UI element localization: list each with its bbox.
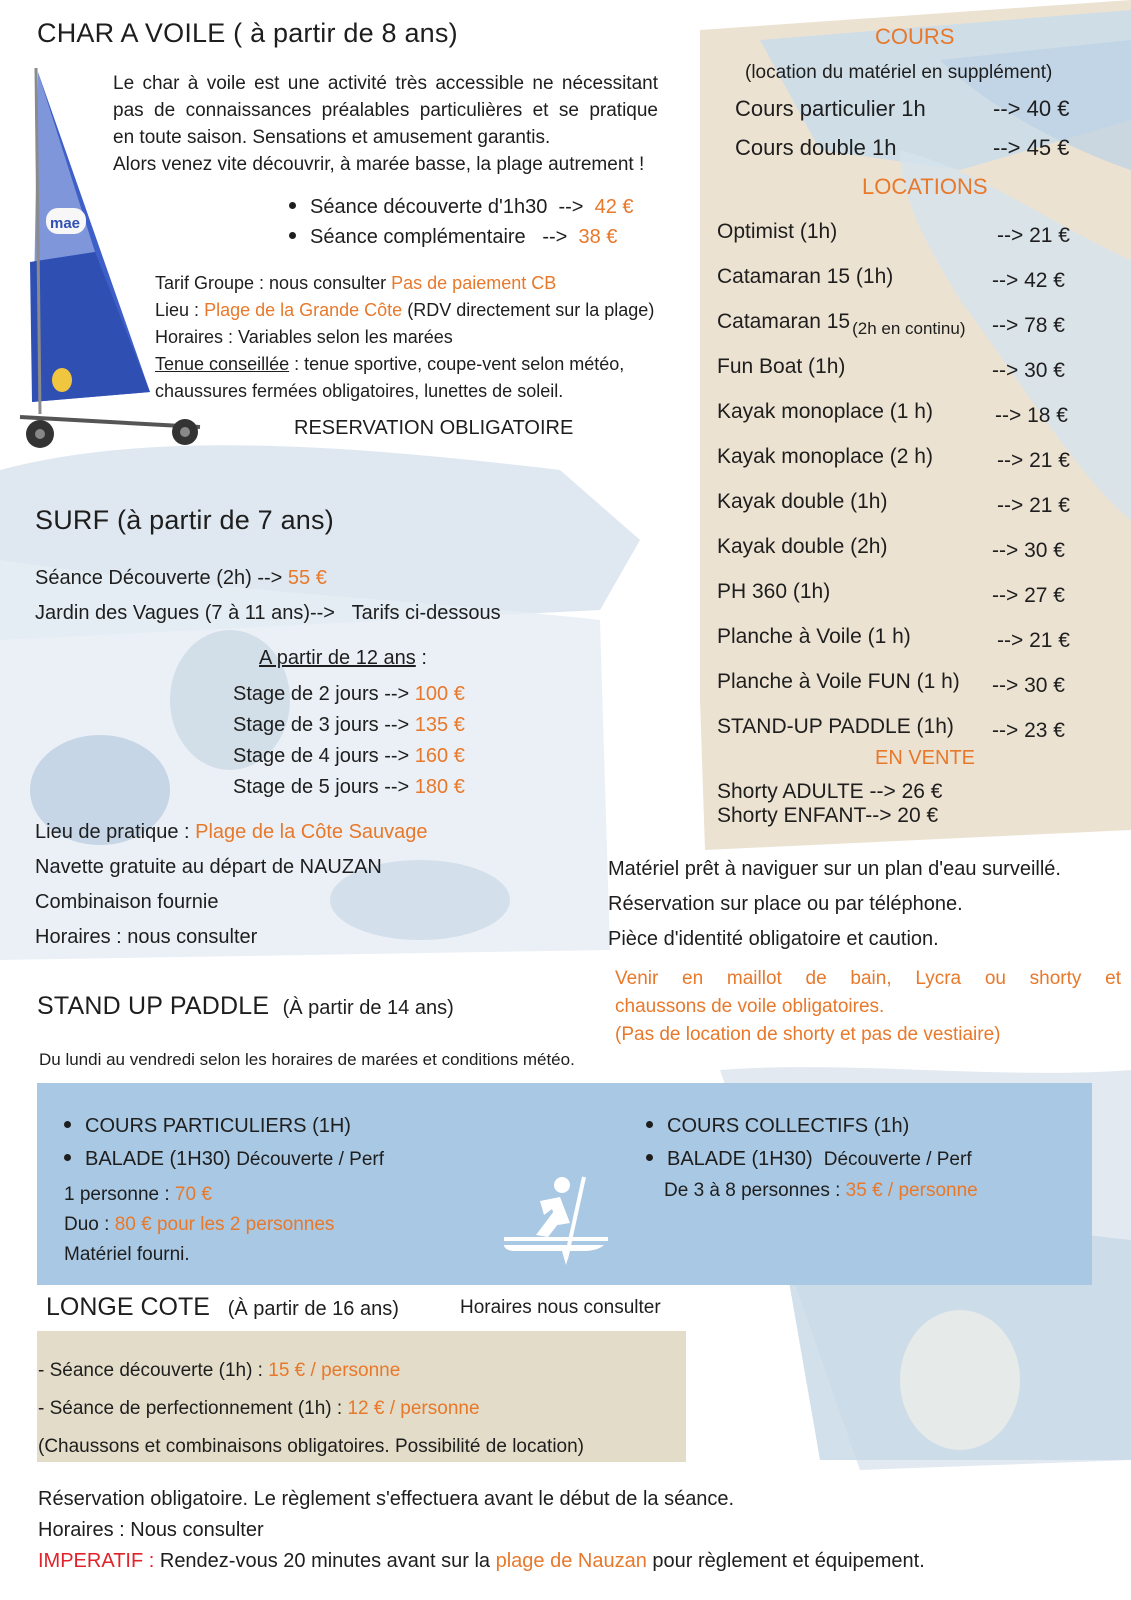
location-item-label: Planche à Voile FUN (1 h) — [717, 670, 960, 693]
surf-title: SURF (à partir de 7 ans) — [35, 505, 334, 535]
location-item-price: --> 21 € — [997, 449, 1070, 472]
location-item-label: Planche à Voile (1 h) — [717, 625, 911, 648]
char-voile-offer: Séance découverte d'1h30 --> 42 € — [289, 196, 634, 219]
bullet-icon — [646, 1154, 653, 1161]
location-item-price: --> 42 € — [992, 269, 1065, 292]
char-voile-title: CHAR A VOILE ( à partir de 8 ans) — [37, 18, 458, 48]
location-item-price: --> 21 € — [997, 629, 1070, 652]
location-item-price: --> 21 € — [997, 224, 1070, 247]
location-item-label: Fun Boat (1h) — [717, 355, 846, 378]
sup-left-column: COURS PARTICULIERS (1H) BALADE (1H30) Découverte / Perf — [64, 1110, 384, 1176]
cours-item-price: --> 40 € — [993, 96, 1070, 121]
sup-age: (À partir de 14 ans) — [282, 997, 454, 1019]
sail-logo-text: mae — [50, 215, 81, 232]
sup-title: STAND UP PADDLE — [37, 992, 270, 1020]
en-vente-item: Shorty ADULTE --> 26 € — [717, 780, 943, 803]
en-vente-title: EN VENTE — [875, 747, 976, 769]
bullet-icon — [289, 232, 296, 239]
location-item-price: --> 30 € — [992, 359, 1065, 382]
location-item-price: --> 27 € — [992, 584, 1065, 607]
surf-stage-row: Stage de 5 jours --> 180 € — [233, 776, 465, 798]
bullet-icon — [289, 202, 296, 209]
sup-heading — [37, 992, 454, 1021]
sup-right-column: COURS COLLECTIFS (1h) BALADE (1H30) Découverte / Perf — [646, 1110, 972, 1176]
surf-age-heading: A partir de 12 ans : — [259, 647, 427, 669]
location-item-price: --> 21 € — [997, 494, 1070, 517]
char-voile-desc-line: Le char à voile est une activité très accessible ne nécessitant — [113, 73, 658, 94]
materiel-warning: Venir en maillot de bain, Lycra ou shorty et chaussons de voile obligatoires. (Pas de location de shorty et pas de vestiaire) — [615, 968, 1121, 1045]
char-voile-desc-line: en toute saison. Sensations et amusement garantis. — [113, 127, 551, 148]
offer-price: 38 € — [578, 226, 618, 248]
location-item-label: Kayak monoplace (2 h) — [717, 445, 933, 468]
longe-cote-horaires: Horaires nous consulter — [460, 1297, 661, 1318]
sup-right-prices: De 3 à 8 personnes : 35 € / personne — [664, 1180, 978, 1201]
paddle-person-icon — [500, 1175, 612, 1265]
location-item-price: --> 30 € — [992, 674, 1065, 697]
char-voile-desc-line: pas de connaissances préalables particulières et se pratique — [113, 100, 658, 121]
char-voile-info: Tarif Groupe : nous consulter Pas de paiement CB Lieu : Plage de la Grande Côte (RDV directement sur la plage) Horaires : Variables selon les marées Tenue conseillée : tenue sportive, coupe-vent selon météo, chaussures fermées obligatoires, lunettes de soleil. — [155, 273, 655, 401]
longe-cote-heading — [46, 1293, 399, 1322]
sup-schedule: Du lundi au vendredi selon les horaires de marées et conditions météo. — [39, 1050, 575, 1069]
footer-notes: Réservation obligatoire. Le règlement s'effectuera avant le début de la séance. Horaires : Nous consulter IMPERATIF : Rendez-vous 20 minutes avant sur la plage de Nauzan pour règlement et équipement. — [38, 1488, 925, 1572]
location-item-label: STAND-UP PADDLE (1h) — [717, 715, 954, 738]
locations-title: LOCATIONS — [862, 174, 988, 199]
location-item-price: --> 18 € — [995, 404, 1068, 427]
materiel-notes: Matériel prêt à naviguer sur un plan d'eau surveillé. Réservation sur place ou par téléphone. Pièce d'identité obligatoire et caution. — [608, 858, 1061, 950]
location-item-price: --> 23 € — [992, 719, 1065, 742]
cours-item-label: Cours particulier 1h — [735, 96, 926, 121]
cours-item-label: Cours double 1h — [735, 135, 897, 160]
surf-jardin: Jardin des Vagues (7 à 11 ans)--> Tarifs ci-dessous — [35, 602, 501, 624]
longe-cote-title: LONGE COTE — [46, 1293, 210, 1321]
bullet-icon — [646, 1121, 653, 1128]
location-item-label: PH 360 (1h) — [717, 580, 831, 603]
imperatif-label: IMPERATIF : — [38, 1550, 155, 1572]
bullet-icon — [64, 1154, 71, 1161]
cours-title: COURS — [875, 24, 955, 49]
location-item-label: Kayak double (1h) — [717, 490, 888, 513]
longe-cote-age: (À partir de 16 ans) — [227, 1298, 399, 1320]
cours-subtitle: (location du matériel en supplément) — [745, 62, 1053, 83]
surf-stage-row: Stage de 4 jours --> 160 € — [233, 745, 465, 767]
surf-info: Lieu de pratique : Plage de la Côte Sauvage Navette gratuite au départ de NAUZAN Combinaison fournie Horaires : nous consulter — [35, 821, 428, 948]
longe-cote-prices: - Séance découverte (1h) : 15 € / personne - Séance de perfectionnement (1h) : 12 € / personne (Chaussons et combinaisons obligatoires. Possibilité de location) — [38, 1360, 585, 1457]
char-voile-reservation: RESERVATION OBLIGATOIRE — [294, 417, 574, 439]
char-voile-desc-line: Alors venez vite découvrir, à marée basse, la plage autrement ! — [113, 154, 645, 175]
cours-item-price: --> 45 € — [993, 135, 1070, 160]
location-item-label: Catamaran 15 $_{(2h en continu)}$ — [717, 310, 966, 338]
location-item-price: --> 30 € — [992, 539, 1065, 562]
location-item-label: Kayak monoplace (1 h) — [717, 400, 933, 423]
location-item-label: Catamaran 15 (1h) — [717, 265, 894, 288]
location-item-label: Kayak double (2h) — [717, 535, 888, 558]
surf-stage-row: Stage de 2 jours --> 100 € — [233, 683, 465, 705]
offer-price: 42 € — [594, 196, 634, 218]
location-item-label: Optimist (1h) — [717, 220, 838, 243]
location-item-price: --> 78 € — [992, 314, 1065, 337]
surf-stages — [233, 679, 465, 803]
char-voile-offer: Séance complémentaire --> 38 € — [289, 226, 617, 249]
en-vente-item: Shorty ENFANT--> 20 € — [717, 804, 939, 827]
char-voile-description — [113, 70, 658, 178]
surf-stage-row: Stage de 3 jours --> 135 € — [233, 714, 465, 736]
sup-left-prices: 1 personne : 70 € Duo : 80 € pour les 2 personnes Matériel fourni. — [64, 1184, 335, 1265]
surf-decouverte: Séance Découverte (2h) --> 55 € — [35, 567, 327, 589]
bullet-icon — [64, 1121, 71, 1128]
